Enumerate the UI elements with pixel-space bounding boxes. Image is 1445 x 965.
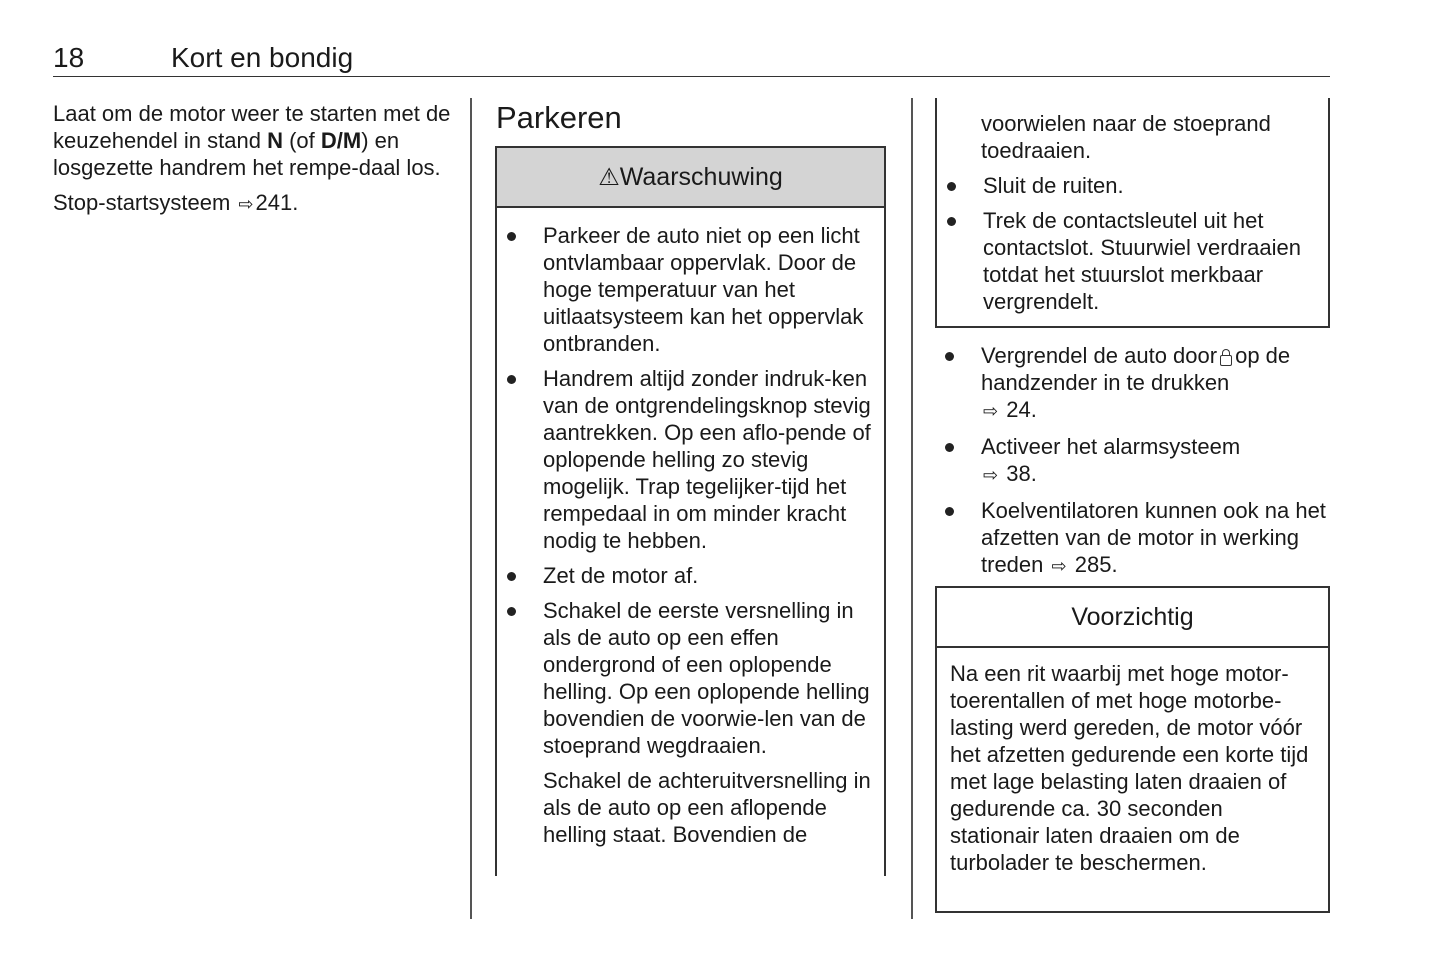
bullet-icon xyxy=(507,375,516,384)
page-number: 18 xyxy=(53,42,85,73)
left-column xyxy=(53,100,458,226)
warning-bullet: Trek de contactsleutel uit het contactslot. Stuurwiel verdraaien totdat het stuurslot merkbaar vergrendelt. xyxy=(939,207,1328,315)
list-item: Activeer het alarmsysteem ⇨ 38. xyxy=(937,433,1332,489)
restart-paragraph: Laat om de motor weer te starten met de keuzehendel in stand N (of D/M) en losgezette handrem het rempe-daal los. xyxy=(53,101,451,180)
page-link-285[interactable]: 285. xyxy=(1074,552,1118,577)
bullet-icon xyxy=(507,607,516,616)
stop-start-reference: Stop-startsysteem ⇨241. xyxy=(53,189,458,218)
column-separator-left xyxy=(470,98,472,919)
page-reference-arrow-icon: ⇨ xyxy=(1051,556,1067,576)
list-item: Vergrendel de auto door op de handzender in te drukken ⇨ 24. xyxy=(937,342,1332,425)
bullet-icon xyxy=(945,443,954,452)
page-link-241[interactable]: 241. xyxy=(255,190,299,215)
warning-continued-lead: voorwielen naar de stoeprand toedraaien. xyxy=(981,111,1271,163)
warning-bullet: Zet de motor af. xyxy=(499,562,884,589)
gear-n: N xyxy=(267,128,283,153)
page-reference-arrow-icon: ⇨ xyxy=(238,194,254,214)
warning-bullet: Handrem altijd zonder indruk-ken van de ontgrendelingsknop stevig aantrekken. Op een aflo-pende of oplopende helling zo stevig mogelijk. Trap tegelijker-tijd het rempedaal in om minder kracht nodig te hebben. xyxy=(499,365,884,554)
warning-body xyxy=(497,208,884,848)
bullet-icon xyxy=(945,507,954,516)
chapter-title: Kort en bondig xyxy=(171,42,354,73)
warning-title: Waarschuwing xyxy=(619,163,783,191)
page-header xyxy=(53,40,1330,77)
gear-m: M xyxy=(342,128,362,153)
list-item: Koelventilatoren kunnen ook na het afzetten van de motor in werking treden ⇨ 285. xyxy=(937,497,1332,580)
warning-header xyxy=(497,148,884,208)
bullet-icon xyxy=(947,217,956,226)
bullet-icon xyxy=(945,352,954,361)
caution-title: Voorzichtig xyxy=(937,588,1328,648)
warning-bullet: Sluit de ruiten. xyxy=(939,172,1328,199)
bullet-icon xyxy=(947,182,956,191)
caution-box xyxy=(935,586,1330,913)
column-separator-right xyxy=(911,98,913,919)
warning-box-continued xyxy=(935,98,1330,328)
page-link-38[interactable]: 38. xyxy=(1006,461,1037,486)
lock-icon xyxy=(1220,349,1232,365)
caution-body: Na een rit waarbij met hoge motor-toerentallen of met hoge motorbe-lasting werd gereden, de motor vóór het afzetten gedurende een korte tijd met lage belasting laten draaien of gedurende ca. 30 seconden stationair laten draaien om de turbolader te beschermen. xyxy=(950,661,1309,875)
warning-box xyxy=(495,146,886,876)
page-reference-arrow-icon: ⇨ xyxy=(983,465,999,485)
warning-bullet: Parkeer de auto niet op een licht ontvlambaar oppervlak. Door de hoge temperatuur van het uitlaatsysteem kan het oppervlak ontbranden. xyxy=(499,222,884,357)
section-title: Parkeren xyxy=(496,100,622,135)
gear-d: D xyxy=(320,128,337,153)
warning-bullet: Schakel de eerste versnelling in als de auto op een effen ondergrond of een oplopende helling. Op een oplopende helling bovendien de voorwie-len van de stoeprand wegdraaien. Schakel de achteruitversnelling in als de auto op een aflopende helling staat. Bovendien de xyxy=(499,597,884,848)
parking-steps-list xyxy=(937,342,1332,588)
warning-triangle-icon: ⚠ xyxy=(598,164,620,191)
warning-bullet-continuation: Schakel de achteruitversnelling in als de auto op een aflopende helling staat. Bovendien de xyxy=(543,768,871,847)
bullet-icon xyxy=(507,572,516,581)
page-link-24[interactable]: 24. xyxy=(1006,397,1037,422)
page-reference-arrow-icon: ⇨ xyxy=(983,401,999,421)
bullet-icon xyxy=(507,232,516,241)
